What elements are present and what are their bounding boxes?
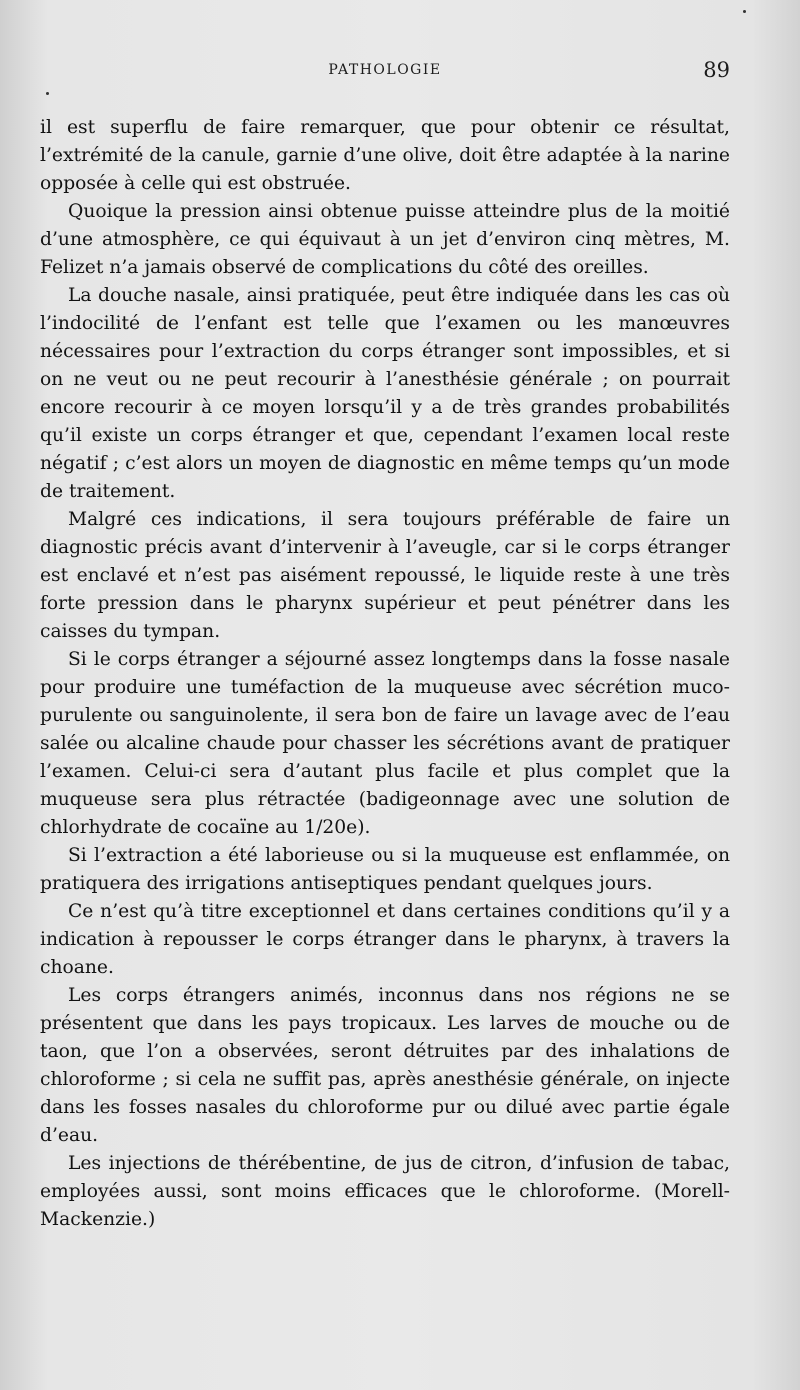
running-header — [40, 58, 730, 88]
paragraph: La douche nasale, ainsi pratiquée, peut être indiquée dans les cas où l’indocilité de l’enfant est telle que l’examen ou les manœuvres nécessaires pour l’extraction du corps étranger sont impossibles, et si on ne veut ou ne peut recourir à l’anesthésie générale ; on pourrait encore recourir à ce moyen lorsqu’il y a de très grandes probabilités qu’il existe un corps étranger et que, cependant l’examen local reste négatif ; c’est alors un moyen de diagnostic en même temps qu’un mode de traitement. — [40, 285, 730, 502]
paragraph: Les corps étrangers animés, inconnus dans nos régions ne se présentent que dans les pays tropicaux. Les larves de mouche ou de taon, que l’on a observées, seront détruites par des inhalations de chloroforme ; si cela ne suffit pas, après anesthésie générale, on injecte dans les fosses nasales du chloroforme pur ou dilué avec partie égale d’eau. — [40, 985, 730, 1146]
paragraph: Quoique la pression ainsi obtenue puisse atteindre plus de la moitié d’une atmosphère, ce qui équivaut à un jet d’environ cinq mètres, M. Felizet n’a jamais observé de complications du côté des oreilles. — [40, 201, 730, 278]
paragraph: Si l’extraction a été laborieuse ou si la muqueuse est enflammée, on pratiquera des irrigations antiseptiques pendant quelques jours. — [40, 845, 730, 894]
ink-speck — [46, 92, 49, 95]
body-text — [40, 114, 730, 1234]
paragraph: il est superflu de faire remarquer, que pour obtenir ce résultat, l’extrémité de la canule, garnie d’une olive, doit être adaptée à la narine opposée à celle qui est obstruée. — [40, 117, 730, 194]
running-title: PATHOLOGIE — [328, 62, 442, 78]
ink-speck — [743, 10, 746, 13]
paragraph: Malgré ces indications, il sera toujours préférable de faire un diagnostic précis avant d’intervenir à l’aveugle, car si le corps étranger est enclavé et n’est pas aisément repoussé, le liquide reste à une très forte pression dans le pharynx supérieur et peut pénétrer dans les caisses du tympan. — [40, 509, 730, 642]
paragraph: Les injections de thérébentine, de jus de citron, d’infusion de tabac, employées aussi, sont moins efficaces que le chloroforme. (Morell-Mackenzie.) — [40, 1153, 730, 1230]
page-number: 89 — [703, 58, 730, 82]
paragraph: Ce n’est qu’à titre exceptionnel et dans certaines conditions qu’il y a indication à repousser le corps étranger dans le pharynx, à travers la choane. — [40, 901, 730, 978]
paragraph: Si le corps étranger a séjourné assez longtemps dans la fosse nasale pour produire une tuméfaction de la muqueuse avec sécrétion muco-purulente ou sanguinolente, il sera bon de faire un lavage avec de l’eau salée ou alcaline chaude pour chasser les sécrétions avant de pratiquer l’examen. Celui-ci sera d’autant plus facile et plus complet que la muqueuse sera plus rétractée (badigeonnage avec une solution de chlorhydrate de cocaïne au 1/20e). — [40, 649, 730, 838]
